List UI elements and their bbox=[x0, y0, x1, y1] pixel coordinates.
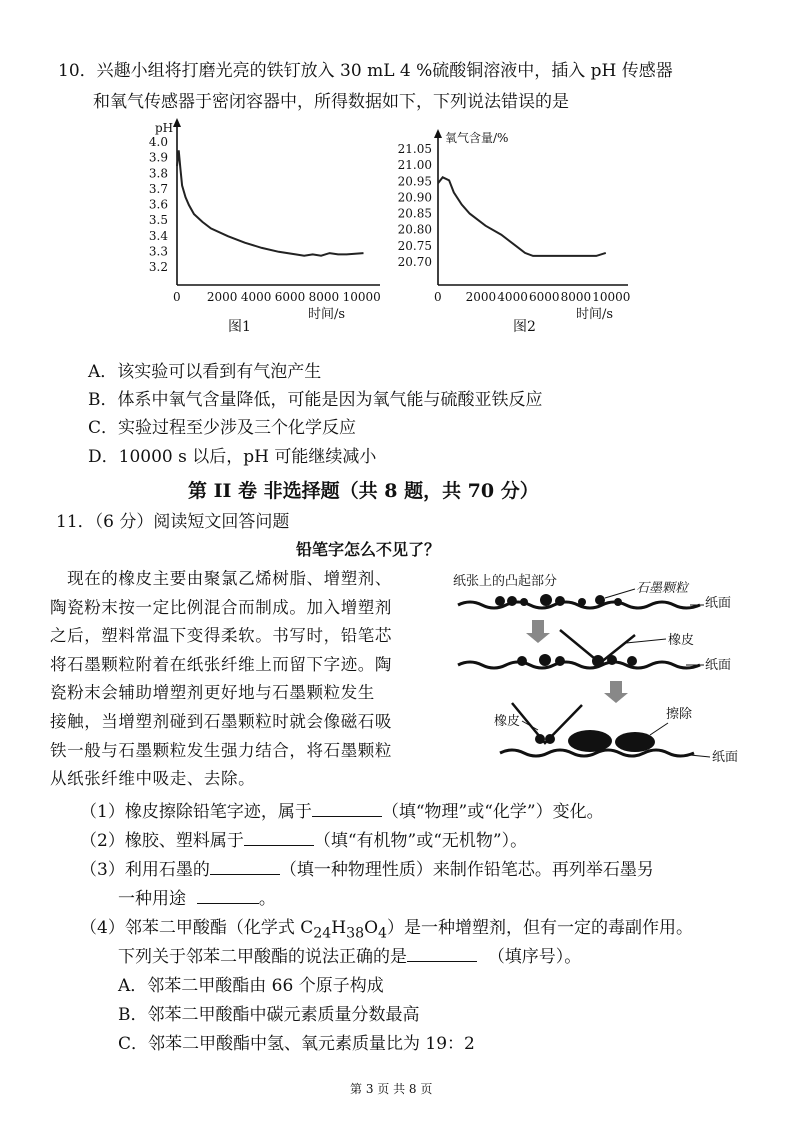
chart1-y-tick: 3.9 bbox=[148, 150, 168, 165]
paragraph-line: 瓷粉末会辅助增塑剂更好地与石墨颗粒发生 bbox=[50, 683, 375, 703]
down-arrow-1 bbox=[526, 620, 550, 643]
chart2-ylabel: 氧气含量/% bbox=[445, 131, 509, 145]
answer-blank-2[interactable] bbox=[244, 831, 314, 846]
label-raised-part: 纸张上的凸起部分 bbox=[453, 574, 558, 589]
answer-blank-3[interactable] bbox=[210, 860, 280, 875]
paragraph-line: 从纸张纤维中吸走、去除。 bbox=[50, 769, 256, 789]
chart2-y-tick: 20.90 bbox=[397, 190, 432, 205]
q10-option-b: B．体系中氧气含量降低，可能是因为氧气能与硫酸亚铁反应 bbox=[88, 390, 543, 410]
chart2-x-tick: 8000 bbox=[560, 290, 592, 304]
q10-line1: 10．兴趣小组将打磨光亮的铁钉放入 30 mL 4 %硫酸铜溶液中，插入 pH 传感器 bbox=[58, 61, 673, 81]
paragraph-line: 接触，当增塑剂碰到石墨颗粒时就会像磁石吸 bbox=[50, 711, 392, 731]
q10-option-c: C．实验过程至少涉及三个化学反应 bbox=[88, 418, 357, 438]
paper-pointer-3 bbox=[690, 755, 710, 757]
section-heading: 第 II 卷 非选择题（共 8 题，共 70 分） bbox=[188, 480, 539, 502]
chart1-y-tick: 3.4 bbox=[148, 228, 168, 243]
chart2-y-tick: 21.00 bbox=[397, 158, 432, 173]
chart1-x-tick: 2000 bbox=[206, 290, 238, 304]
paragraph-line: 铁一般与石墨颗粒发生强力结合，将石墨颗粒 bbox=[50, 740, 392, 760]
sub-question-4: （4）邻苯二甲酸酯（化学式 $C_{24}H_{38}O_4$）是一种增塑剂，但有一定的毒副作用。 bbox=[80, 918, 694, 942]
chart2-x-tick: 0 bbox=[434, 290, 442, 304]
q10-option-a: A．该实验可以看到有气泡产生 bbox=[88, 362, 322, 382]
chart1-y-tick: 4.0 bbox=[148, 135, 168, 149]
chart1-xlabel: 时间/s bbox=[308, 307, 346, 322]
paragraph-line: 将石墨颗粒附着在纸张纤维上而留下字迹。陶 bbox=[50, 654, 392, 674]
chart2-series-line bbox=[438, 177, 606, 256]
answer-blank-5[interactable] bbox=[407, 947, 477, 962]
q10-option-d: D．10000 s 以后，pH 可能继续减小 bbox=[88, 447, 377, 467]
paper-surface-3 bbox=[500, 750, 694, 756]
chart2-xlabel: 时间/s bbox=[576, 307, 614, 322]
chart2-title: 图2 bbox=[513, 319, 536, 335]
label-eraser-1: 橡皮 bbox=[668, 633, 695, 648]
chart2-x-tick: 10000 bbox=[592, 290, 631, 304]
chart2-y-tick: 20.75 bbox=[397, 238, 432, 253]
chart1-y-tick: 3.7 bbox=[148, 181, 168, 196]
label-paper-3: 纸面 bbox=[712, 750, 739, 765]
chart1-x-tick: 8000 bbox=[308, 290, 340, 304]
q11-option-c: C．邻苯二甲酸酯中氢、氧元素质量比为 19：2 bbox=[118, 1034, 475, 1054]
label-paper-1: 纸面 bbox=[705, 596, 732, 611]
q10-line2: 和氧气传感器于密闭容器中，所得数据如下，下列说法错误的是 bbox=[93, 92, 569, 112]
label-eraser-2: 橡皮 bbox=[494, 714, 521, 729]
q11-header: 11．（6 分）阅读短文回答问题 bbox=[56, 512, 290, 532]
chart1-x-tick: 10000 bbox=[342, 290, 381, 304]
chart1-y-tick: 3.6 bbox=[148, 197, 168, 212]
answer-blank-4[interactable] bbox=[197, 889, 259, 904]
paragraph-line: 现在的橡皮主要由聚氯乙烯树脂、增塑剂、 bbox=[50, 569, 392, 588]
chart1-series-line bbox=[177, 150, 364, 255]
answer-blank-1[interactable] bbox=[312, 802, 382, 817]
chart2-x-tick: 2000 bbox=[465, 290, 497, 304]
chart1-y-tick: 3.8 bbox=[148, 166, 168, 181]
sub-question-3-cont: 一种用途 。 bbox=[118, 889, 276, 909]
eraser-diagram bbox=[450, 565, 780, 770]
chart1-x-tick: 4000 bbox=[240, 290, 272, 304]
chart1-y-arrow bbox=[173, 118, 181, 127]
chart1-y-tick: 3.3 bbox=[148, 244, 168, 259]
chart1-x-tick: 6000 bbox=[274, 290, 306, 304]
label-paper-2: 纸面 bbox=[705, 658, 732, 673]
down-arrow-2 bbox=[604, 681, 628, 703]
chart2-x-tick: 4000 bbox=[497, 290, 528, 304]
chart2-y-arrow bbox=[434, 129, 442, 138]
eraser-pointer-1 bbox=[626, 639, 666, 643]
label-graphite: 石墨颗粒 bbox=[636, 581, 689, 596]
q11-option-a: A．邻苯二甲酸酯由 66 个原子构成 bbox=[118, 976, 384, 996]
chart2-y-tick: 20.80 bbox=[397, 222, 432, 237]
chart2-y-tick: 21.05 bbox=[397, 142, 432, 156]
q11-option-b: B．邻苯二甲酸酯中碳元素质量分数最高 bbox=[118, 1005, 420, 1025]
article-paragraph bbox=[50, 565, 450, 794]
ph-chart bbox=[120, 115, 390, 330]
chart2-y-tick: 20.85 bbox=[397, 206, 432, 221]
chart1-y-tick: 3.5 bbox=[148, 213, 168, 228]
graphite-pointer bbox=[605, 589, 635, 598]
sub-question-4-cont: 下列关于邻苯二甲酸酯的说法正确的是 （填序号）。 bbox=[118, 947, 582, 967]
article-title: 铅笔字怎么不见了？ bbox=[296, 540, 441, 559]
chart1-x-tick: 0 bbox=[173, 290, 181, 304]
erase-pointer bbox=[650, 723, 668, 735]
paragraph-line: 之后，塑料常温下变得柔软。书写时，铅笔芯 bbox=[50, 626, 392, 646]
chart2-x-tick: 6000 bbox=[528, 290, 560, 304]
page-footer: 第 3 页 共 8 页 bbox=[350, 1082, 433, 1096]
chart1-ylabel: pH bbox=[155, 121, 174, 135]
sub-question-1: （1）橡皮擦除铅笔字迹，属于 （填“物理”或“化学”）变化。 bbox=[80, 802, 604, 822]
oxygen-chart bbox=[388, 128, 638, 330]
paper-surface-2 bbox=[458, 662, 700, 668]
chart1-y-tick: 3.2 bbox=[148, 260, 168, 274]
sub-question-2: （2）橡胶、塑料属于 （填“有机物”或“无机物”）。 bbox=[80, 831, 528, 851]
sub-question-3: （3）利用石墨的 （填一种物理性质）来制作铅笔芯。再列举石墨另 bbox=[80, 860, 654, 880]
chart1-title: 图1 bbox=[228, 319, 251, 335]
chart2-y-tick: 20.70 bbox=[397, 255, 432, 269]
label-erase: 擦除 bbox=[666, 707, 693, 722]
chart2-y-tick: 20.95 bbox=[397, 174, 432, 189]
paragraph-line: 陶瓷粉末按一定比例混合而制成。加入增塑剂 bbox=[50, 597, 392, 617]
